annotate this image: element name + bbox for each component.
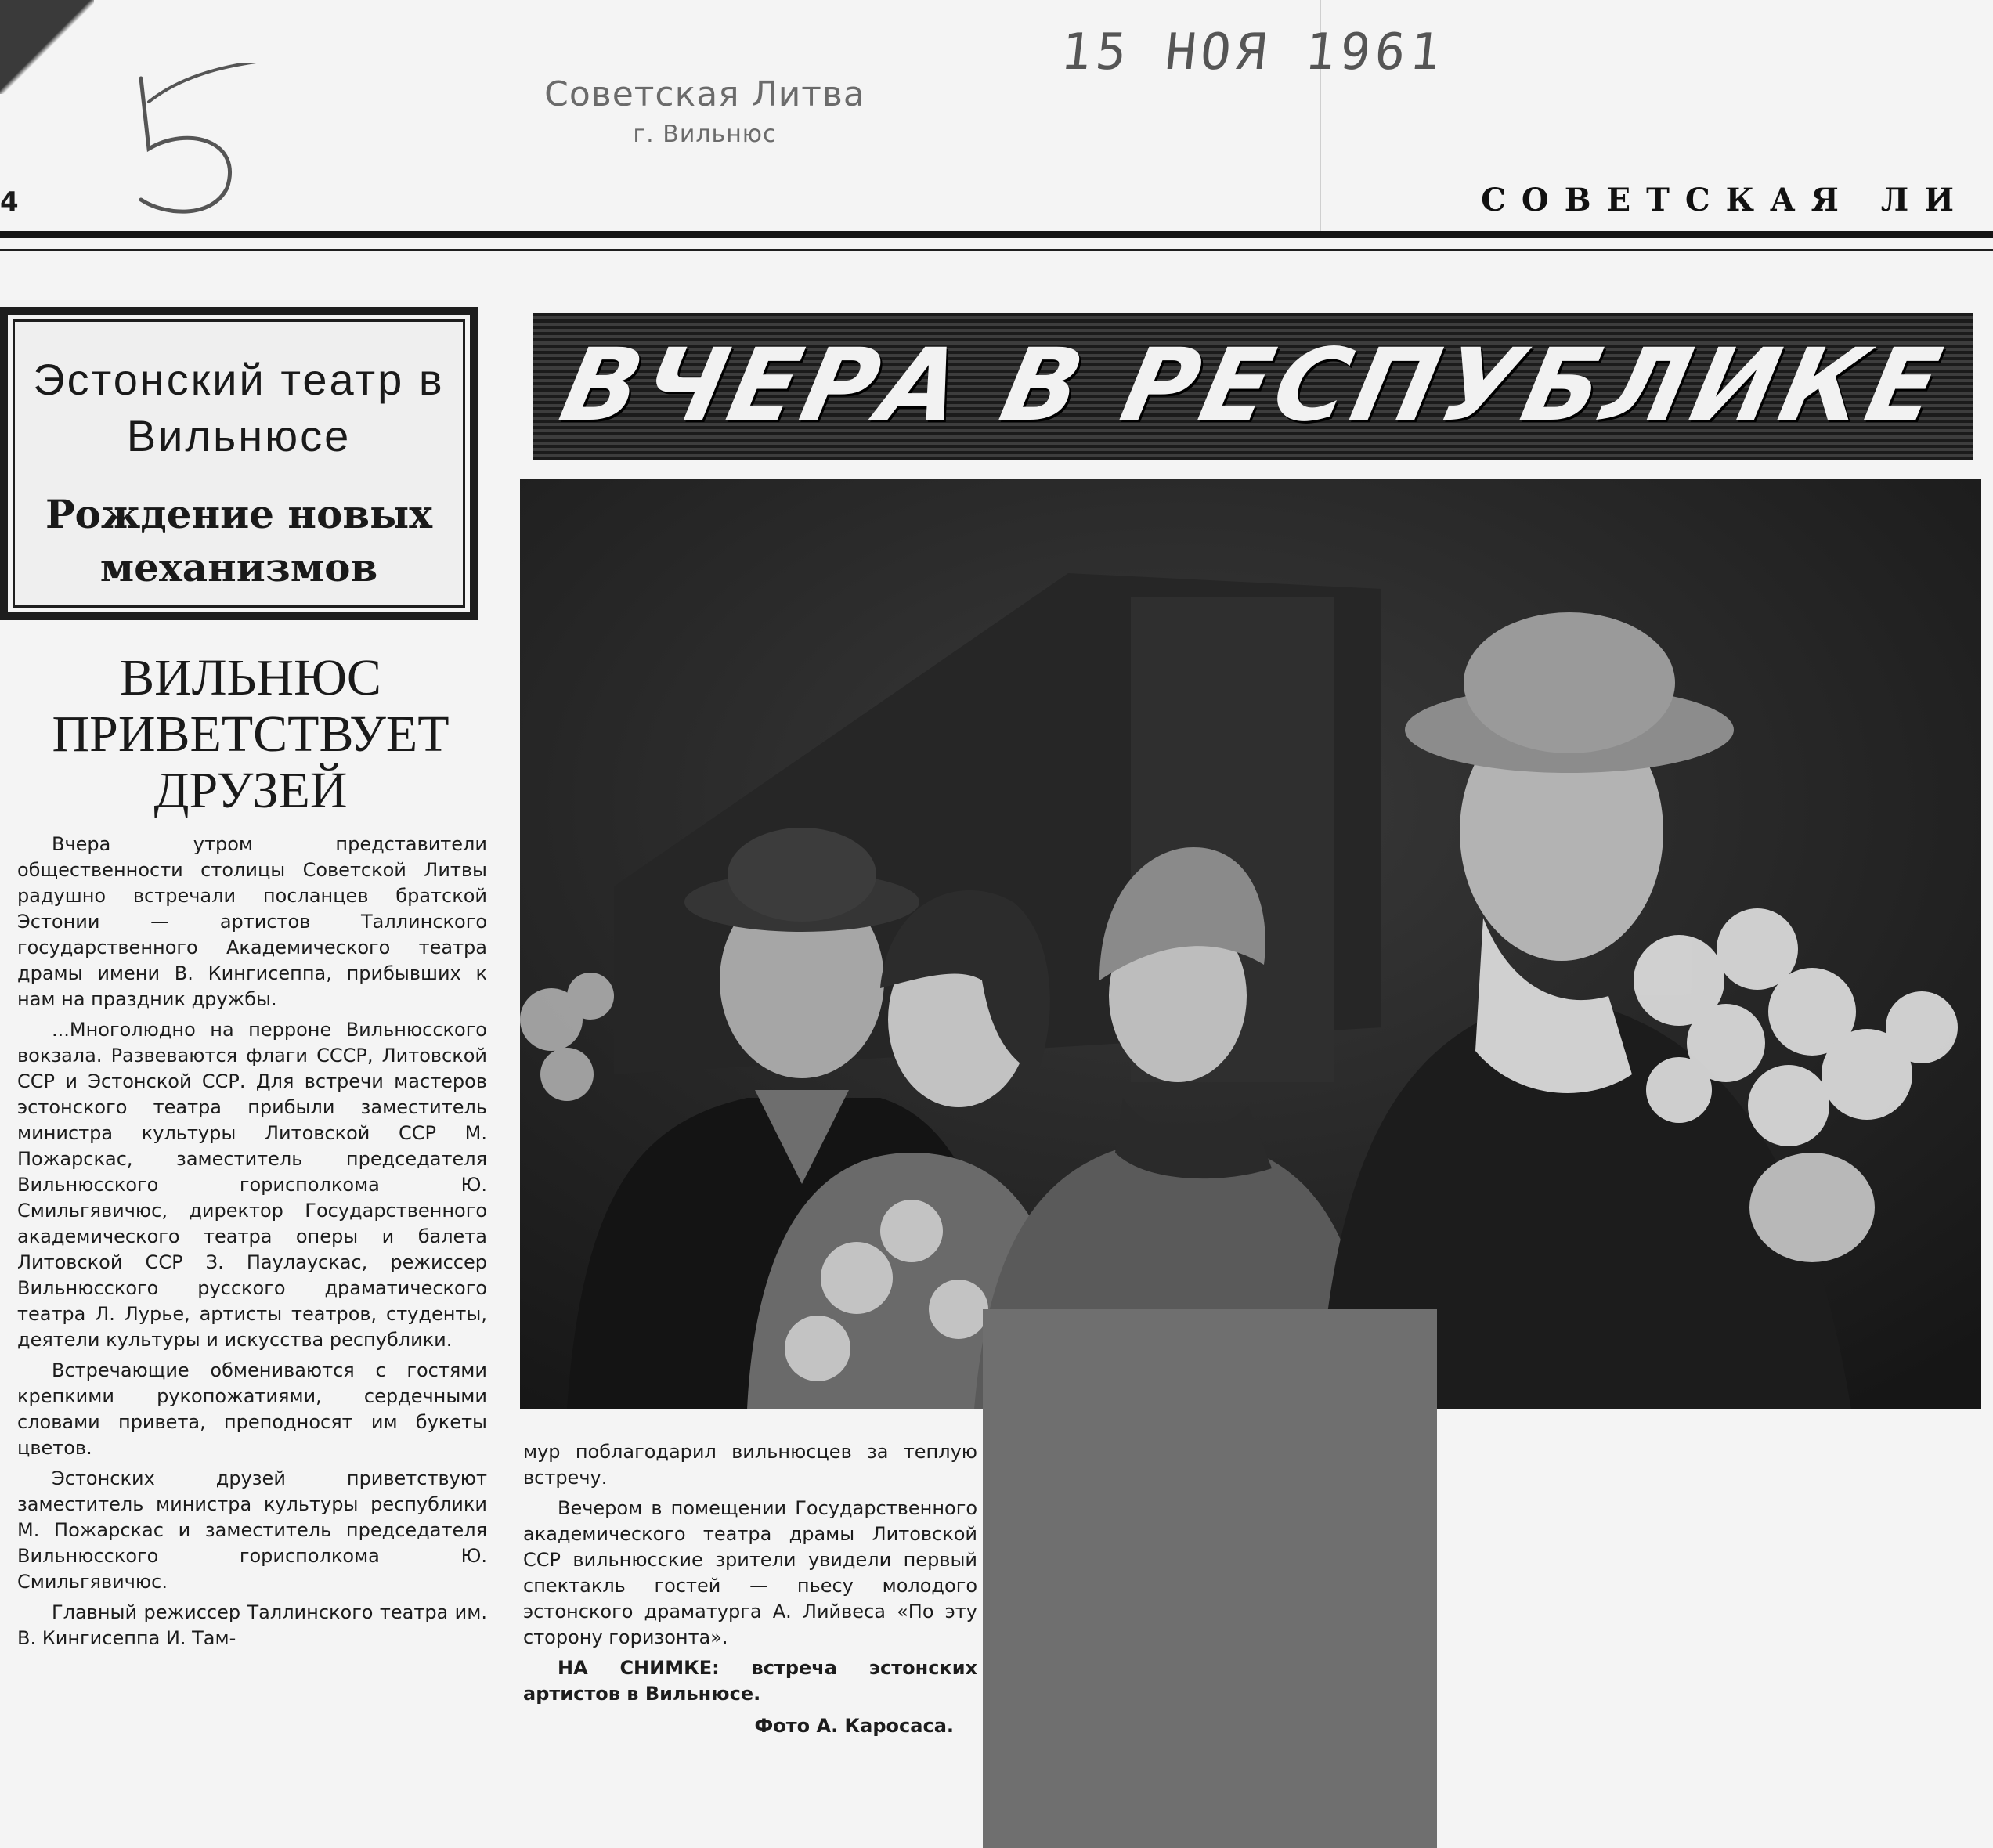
library-stamp bbox=[517, 74, 893, 148]
stamp-line-2: г. Вильнюс bbox=[633, 121, 777, 148]
article-column-2 bbox=[523, 1439, 977, 1739]
paragraph: мур поблагодарил вильнюсцев за теплую встречу. bbox=[523, 1441, 977, 1489]
paragraph: Встречающие обмениваются с гостями крепкими рукопожатиями, сердечными словами привета, преподносят им букеты цветов. bbox=[17, 1359, 487, 1459]
paragraph: Эстонских друзей приветствуют заместитель министра культуры республики М. Пожарскас и заместитель председателя Вильнюсского горисполкома Ю. Смильгявичюс. bbox=[17, 1467, 487, 1593]
newspaper-masthead: СОВЕТСКАЯ ЛИ bbox=[1481, 182, 1970, 218]
pasted-paper-patch bbox=[983, 1309, 1437, 1848]
teaser-inner-frame bbox=[13, 319, 465, 608]
masthead-rule-thin bbox=[0, 249, 1993, 251]
page-edge-mark: 4 bbox=[0, 186, 19, 218]
handwritten-number bbox=[125, 63, 298, 222]
teaser-subtitle: Рождение новых механизмов bbox=[45, 491, 433, 590]
article-headline: ВИЛЬНЮС ПРИВЕТСТВУЕТ ДРУЗЕЙ bbox=[52, 649, 450, 819]
paragraph: ...Многолюдно на перроне Вильнюсского вокзала. Развеваются флаги СССР, Литовской ССР и Эстонской ССР. Для встречи мастеров эстонского театра прибыли заместитель министра культуры Литовской ССР М. Пожарскас, заместитель председателя Вильнюсского горисполкома Ю. Смильгявичюс, директор Государственного академического театра оперы и балета Литовской ССР З. Паулаускас, режиссер Вильнюсского русского драматического театра Л. Лурье, артисты театров, студенты, деятели культуры и искусства республики. bbox=[17, 1019, 487, 1351]
teaser-title: Эстонский театр в Вильнюсе bbox=[33, 355, 445, 460]
section-banner bbox=[533, 313, 1973, 460]
photo-illustration bbox=[520, 479, 1981, 1409]
section-banner-title: ВЧЕРА В РЕСПУБЛИКЕ bbox=[551, 327, 1955, 444]
masthead-rule-thick bbox=[0, 231, 1993, 238]
paragraph: Вчера утром представители общественности столицы Советской Литвы радушно встречали посланцев братской Эстонии — артистов Таллинского государственного Академического театра драмы имени В. Кингисеппа, прибывших к нам на праздник дружбы. bbox=[17, 833, 487, 1010]
teaser-box bbox=[0, 307, 478, 620]
news-photo bbox=[520, 479, 1981, 1409]
page-corner-shadow bbox=[0, 0, 94, 94]
article-column-1 bbox=[17, 832, 487, 1656]
date-stamp: 15 НОЯ 1961 bbox=[1058, 23, 1448, 81]
photo-caption: НА СНИМКЕ: встреча эстонских артистов в Вильнюсе. bbox=[523, 1657, 977, 1705]
photo-credit: Фото А. Каросаса. bbox=[754, 1715, 954, 1737]
paragraph: Вечером в помещении Государственного академического театра драмы Литовской ССР вильнюсские зрители увидели первый спектакль гостей — пьесу молодого эстонского драматурга А. Лийвеса «По эту сторону горизонта». bbox=[523, 1497, 977, 1648]
stamp-line-1: Советская Литва bbox=[544, 74, 865, 114]
paragraph: Главный режиссер Таллинского театра им. В. Кингисеппа И. Там- bbox=[17, 1601, 487, 1649]
handwritten-number-drawing bbox=[125, 63, 298, 219]
